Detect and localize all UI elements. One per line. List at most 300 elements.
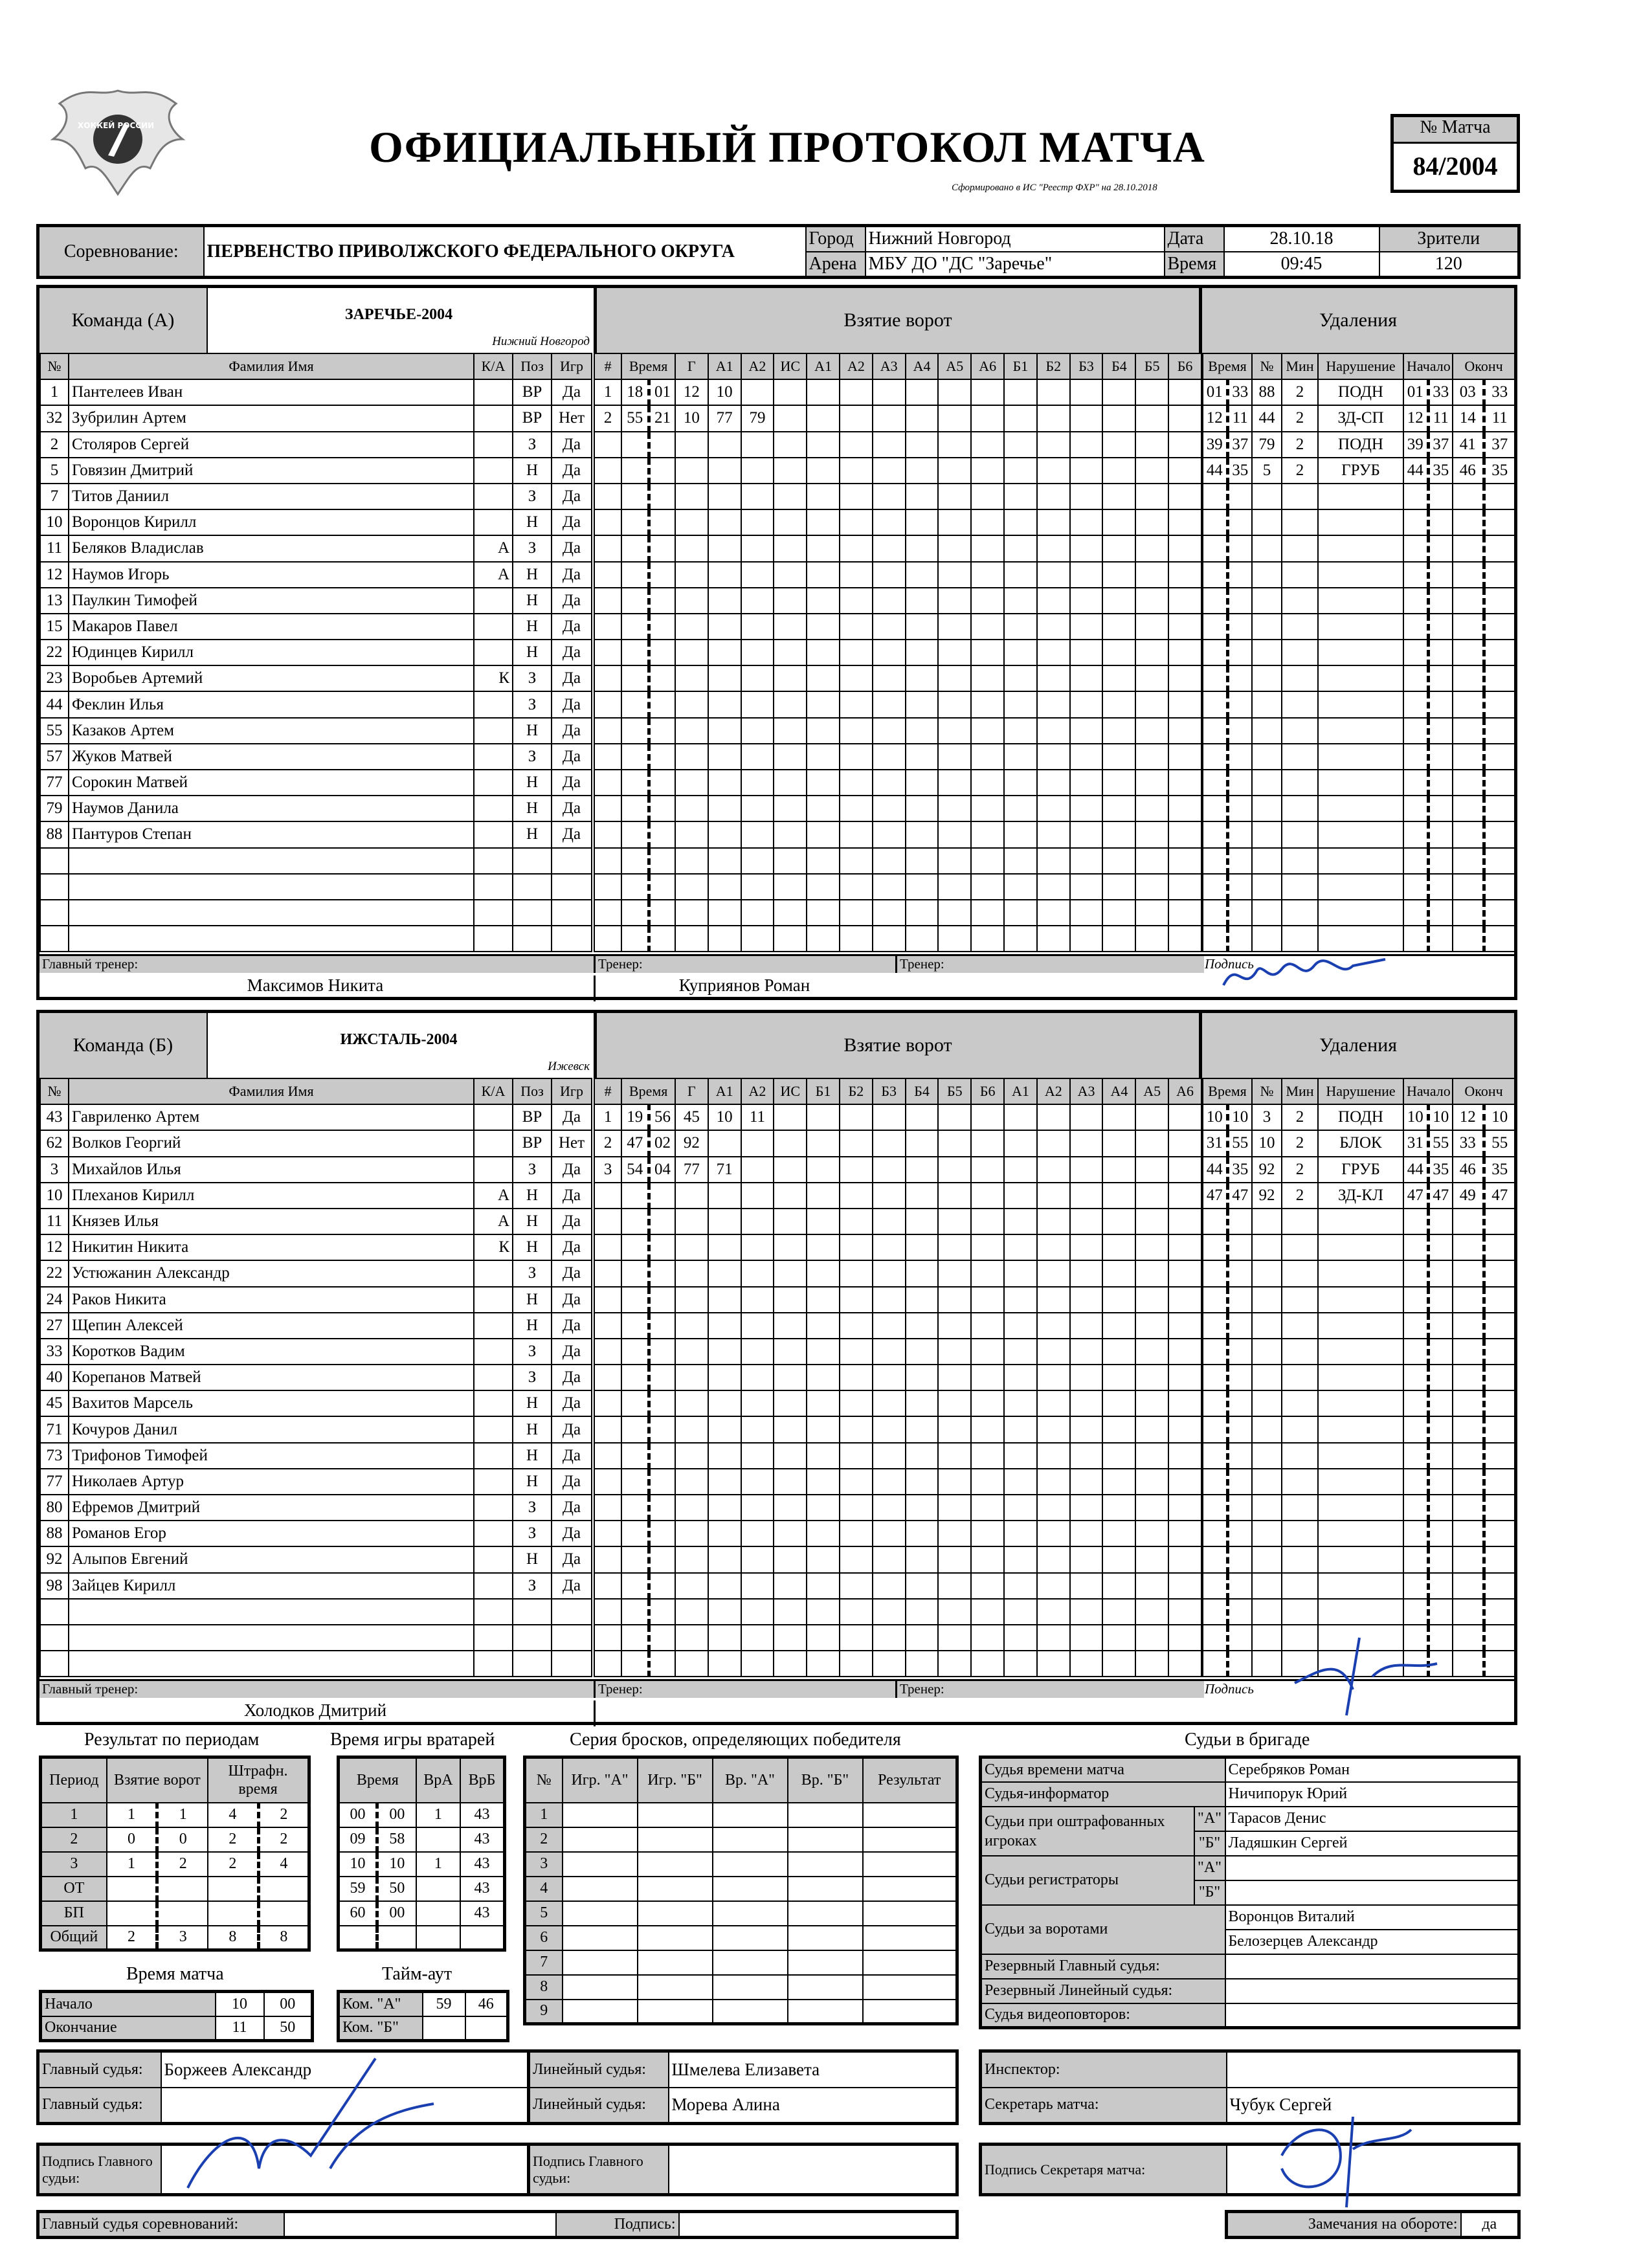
player-row <box>40 535 592 561</box>
player-ka <box>474 458 513 484</box>
goal-col: А4 <box>906 353 939 379</box>
shootout-number: 8 <box>525 1975 563 2000</box>
goal-number <box>594 1416 621 1442</box>
player-name: Никитин Никита <box>69 1234 474 1260</box>
pen-minutes <box>1282 1469 1318 1495</box>
page-title: ОФИЦИАЛЬНЫЙ ПРОТОКОЛ МАТЧА <box>369 122 1205 172</box>
player-ka <box>474 614 513 640</box>
goal-assist-2 <box>741 1495 774 1521</box>
period-goals-b: 1 <box>157 1803 208 1827</box>
goal-cell <box>938 665 971 691</box>
shootout-title: Серия бросков, определяющих победителя <box>570 1730 901 1750</box>
player-ka <box>474 770 513 796</box>
col-name: Фамилия Имя <box>69 1078 474 1104</box>
pen-player-no <box>1252 1234 1282 1260</box>
goal-min <box>621 744 649 770</box>
goalie-sec: 10 <box>377 1852 416 1877</box>
goal-row <box>594 1209 1201 1234</box>
pen-start-sec <box>1428 1521 1453 1546</box>
player-ka <box>474 718 513 744</box>
pen-start-min <box>1403 640 1428 665</box>
timekeeper-name: Серебряков Роман <box>1225 1757 1519 1782</box>
goal-sec <box>649 1209 675 1234</box>
goal-cell <box>1135 770 1168 796</box>
player-name: Ефремов Дмитрий <box>69 1495 474 1521</box>
goal-cell <box>1168 1390 1201 1416</box>
pen-time-sec <box>1227 1234 1252 1260</box>
goal-cell <box>971 1390 1004 1416</box>
goal-cell <box>1070 588 1103 614</box>
goal-cell <box>873 665 906 691</box>
goal-cell <box>1102 1339 1135 1365</box>
pen-minutes <box>1282 796 1318 821</box>
player-position: З <box>513 1521 552 1546</box>
pen-time-sec <box>1227 744 1252 770</box>
goal-cell <box>1135 588 1168 614</box>
goal-assist-2 <box>741 640 774 665</box>
goal-row <box>594 691 1201 717</box>
goal-cell <box>971 1339 1004 1365</box>
pen-violation <box>1318 744 1403 770</box>
goal-cell <box>1135 535 1168 561</box>
goal-row <box>594 1234 1201 1260</box>
goalie-row <box>339 1852 505 1877</box>
goal-cell <box>774 1573 807 1599</box>
goal-cell <box>840 1260 873 1286</box>
goal-cell <box>971 1599 1004 1625</box>
goal-cell <box>1135 1599 1168 1625</box>
goal-cell <box>1070 614 1103 640</box>
player-row <box>40 458 592 484</box>
pen-end-min: 49 <box>1453 1183 1484 1209</box>
reg-a-name <box>1225 1856 1519 1880</box>
goal-assist-2 <box>741 770 774 796</box>
goal-cell <box>1102 614 1135 640</box>
pen-minutes <box>1282 718 1318 744</box>
player-position: Н <box>513 458 552 484</box>
goal-scorer <box>675 926 708 952</box>
goal-cell <box>1037 484 1070 509</box>
pen-player-no <box>1252 1287 1282 1313</box>
goal-assist-2: 79 <box>741 405 774 431</box>
shootout-cell <box>563 1852 638 1877</box>
goal-cell <box>906 1521 939 1546</box>
goal-row <box>594 1416 1201 1442</box>
goal-min <box>621 1209 649 1234</box>
goal-cell <box>774 1443 807 1469</box>
player-ka <box>474 1521 513 1546</box>
pen-end-sec <box>1484 926 1515 952</box>
pen-start-min <box>1403 796 1428 821</box>
goal-cell <box>1004 1339 1037 1365</box>
goal-min: 54 <box>621 1157 649 1183</box>
player-position: З <box>513 1157 552 1183</box>
pen-minutes <box>1282 484 1318 509</box>
goal-cell <box>1168 796 1201 821</box>
goal-cell <box>1102 379 1135 405</box>
player-row <box>40 1443 592 1469</box>
pen-end-min <box>1453 1339 1484 1365</box>
goal-cell <box>1168 1495 1201 1521</box>
pen-time-sec <box>1227 1443 1252 1469</box>
pen-time-sec <box>1227 900 1252 926</box>
goal-row <box>594 1365 1201 1390</box>
period-row <box>41 1852 309 1877</box>
goal-cell <box>1004 1287 1037 1313</box>
player-position: Н <box>513 588 552 614</box>
pen-start-min <box>1403 1339 1428 1365</box>
goal-scorer <box>675 1209 708 1234</box>
shootout-cell <box>563 1926 638 1950</box>
pen-start-min <box>1403 1416 1428 1442</box>
goal-row <box>594 1495 1201 1521</box>
reserve-line-name <box>1225 1979 1519 2003</box>
player-number: 11 <box>40 535 69 561</box>
goal-scorer <box>675 900 708 926</box>
goal-number: 1 <box>594 1104 621 1130</box>
goal-cell <box>906 509 939 535</box>
pen-player-no <box>1252 614 1282 640</box>
goal-cell <box>1168 1573 1201 1599</box>
goal-cell <box>807 874 840 900</box>
goal-cell <box>1070 848 1103 874</box>
goal-scorer <box>675 1234 708 1260</box>
player-row <box>40 614 592 640</box>
goal-cell <box>1037 1234 1070 1260</box>
goal-assist-1 <box>708 1469 741 1495</box>
pen-time-sec <box>1227 1651 1252 1677</box>
player-played: Да <box>552 1365 592 1390</box>
player-number <box>40 1599 69 1625</box>
goal-cell <box>840 614 873 640</box>
goal-row <box>594 1651 1201 1677</box>
goal-cell <box>1037 432 1070 458</box>
goal-cell <box>1004 1365 1037 1390</box>
period-goals-a: 1 <box>107 1852 157 1877</box>
player-played: Да <box>552 1416 592 1442</box>
goal-assist-2 <box>741 458 774 484</box>
goal-assist-2 <box>741 1234 774 1260</box>
goal-assist-2 <box>741 1546 774 1572</box>
goal-col: Б5 <box>1135 353 1168 379</box>
player-played: Да <box>552 1183 592 1209</box>
pen-start-min: 44 <box>1403 458 1428 484</box>
goal-cell <box>840 1625 873 1651</box>
goal-cell <box>1102 1287 1135 1313</box>
goal-cell <box>840 1651 873 1677</box>
pen-minutes: 2 <box>1282 432 1318 458</box>
goal-cell <box>840 821 873 847</box>
pen-minutes <box>1282 509 1318 535</box>
pen-time-sec <box>1227 1573 1252 1599</box>
goal-cell <box>1168 405 1201 431</box>
competition-name: ПЕРВЕНСТВО ПРИВОЛЖСКОГО ФЕДЕРАЛЬНОГО ОКРУГА <box>204 226 806 278</box>
player-row <box>40 588 592 614</box>
player-played: Да <box>552 1234 592 1260</box>
pen-start-min: 39 <box>1403 432 1428 458</box>
pen-start-sec <box>1428 1260 1453 1286</box>
goal-col: # <box>594 1078 621 1104</box>
goal-cell <box>971 1365 1004 1390</box>
player-number <box>40 1625 69 1651</box>
player-ka <box>474 796 513 821</box>
player-number <box>40 848 69 874</box>
goal-assist-1 <box>708 1183 741 1209</box>
goal-number: 1 <box>594 379 621 405</box>
head-coach-name: Холодков Дмитрий <box>243 1700 387 1720</box>
goal-scorer <box>675 1625 708 1651</box>
pen-time-min <box>1203 614 1227 640</box>
goal-cell <box>873 848 906 874</box>
goal-cell <box>938 1521 971 1546</box>
player-number: 22 <box>40 1260 69 1286</box>
goal-cell <box>1135 796 1168 821</box>
player-number: 33 <box>40 1339 69 1365</box>
pen-end-min <box>1453 1365 1484 1390</box>
goal-col: Б6 <box>971 1078 1004 1104</box>
goal-cell <box>906 1183 939 1209</box>
shootout-table <box>523 1756 959 2025</box>
goal-cell <box>774 1651 807 1677</box>
goal-cell <box>1102 1521 1135 1546</box>
goal-min <box>621 900 649 926</box>
goal-col: А3 <box>873 353 906 379</box>
player-name: Сорокин Матвей <box>69 770 474 796</box>
shootout-cell <box>863 2000 957 2024</box>
coach-label-2: Тренер: <box>895 1681 1204 1698</box>
pen-start-sec <box>1428 1599 1453 1625</box>
goal-cell <box>1102 1260 1135 1286</box>
goal-assist-2 <box>741 718 774 744</box>
col-ka: К/А <box>474 353 513 379</box>
pen-start-min <box>1403 1546 1428 1572</box>
goal-cell <box>1135 1521 1168 1546</box>
goalie-b: 43 <box>460 1901 504 1926</box>
goal-sec <box>649 1234 675 1260</box>
pen-start-min <box>1403 1599 1428 1625</box>
shootout-cell <box>788 1926 863 1950</box>
goal-cell <box>1102 1313 1135 1339</box>
goal-cell <box>1102 1573 1135 1599</box>
goal-cell <box>971 1209 1004 1234</box>
penbox-b-name: Ладяшкин Сергей <box>1225 1831 1519 1856</box>
match-end-h: 11 <box>216 2016 264 2041</box>
player-number: 13 <box>40 588 69 614</box>
goal-cell <box>971 665 1004 691</box>
goal-number <box>594 796 621 821</box>
goal-cell <box>1135 640 1168 665</box>
goal-cell <box>840 1104 873 1130</box>
player-position: Н <box>513 796 552 821</box>
goalie-a <box>416 1926 460 1950</box>
player-number: 5 <box>40 458 69 484</box>
goal-assist-1: 10 <box>708 379 741 405</box>
goal-cell <box>1135 1104 1168 1130</box>
goal-cell <box>971 484 1004 509</box>
goal-sec: 56 <box>649 1104 675 1130</box>
goalie-min: 60 <box>339 1901 377 1926</box>
goal-min: 18 <box>621 379 649 405</box>
goal-cell <box>971 1546 1004 1572</box>
goal-cell <box>840 432 873 458</box>
goal-cell <box>1037 1443 1070 1469</box>
goal-cell <box>774 691 807 717</box>
pen-time-sec <box>1227 770 1252 796</box>
line-ref-name-2: Морева Алина <box>669 2088 957 2124</box>
col-ka: К/А <box>474 1078 513 1104</box>
goal-cell <box>774 874 807 900</box>
goal-cell <box>971 1104 1004 1130</box>
pen-start-sec <box>1428 796 1453 821</box>
periods-title: Результат по периодам <box>84 1730 260 1750</box>
goal-cell <box>873 1443 906 1469</box>
timeout-b-ss <box>465 2016 508 2041</box>
player-number <box>40 926 69 952</box>
pen-start-min <box>1403 1469 1428 1495</box>
pen-end-sec <box>1484 770 1515 796</box>
goal-cell <box>1168 1651 1201 1677</box>
goal-cell <box>1004 744 1037 770</box>
goal-cell <box>1037 509 1070 535</box>
line-ref-label-1: Линейный судья: <box>529 2051 669 2088</box>
goal-cell <box>840 926 873 952</box>
goal-cell <box>1037 562 1070 588</box>
goal-cell <box>971 1130 1004 1156</box>
pen-time-min <box>1203 484 1227 509</box>
goal-cell <box>971 562 1004 588</box>
goal-cell <box>1168 1157 1201 1183</box>
player-name: Пантелеев Иван <box>69 379 474 405</box>
match-end-m: 50 <box>264 2016 313 2041</box>
goal-sec <box>649 691 675 717</box>
goal-assist-2 <box>741 379 774 405</box>
goal-cell <box>840 484 873 509</box>
pen-time-min <box>1203 509 1227 535</box>
player-ka <box>474 691 513 717</box>
pen-player-no <box>1252 1313 1282 1339</box>
pen-time-sec <box>1227 1469 1252 1495</box>
player-name: Кочуров Данил <box>69 1416 474 1442</box>
goal-number <box>594 848 621 874</box>
timeout-a-label: Ком. "А" <box>339 1992 423 2016</box>
player-name: Трифонов Тимофей <box>69 1443 474 1469</box>
goal-cell <box>1102 1546 1135 1572</box>
pen-time-min <box>1203 1546 1227 1572</box>
generated-note: Сформировано в ИС "Реестр ФХР" на 28.10.2018 <box>952 183 1157 193</box>
player-ka <box>474 1104 513 1130</box>
goal-cell <box>1037 900 1070 926</box>
penalty-row <box>1203 1469 1515 1495</box>
goal-sec <box>649 535 675 561</box>
shootout-cell <box>863 1877 957 1901</box>
goal-scorer <box>675 1521 708 1546</box>
goal-cell <box>938 1209 971 1234</box>
shootout-cell <box>563 1901 638 1926</box>
player-ka <box>474 484 513 509</box>
period-pen-b <box>258 1877 309 1901</box>
pen-time-min <box>1203 1287 1227 1313</box>
pen-end-min <box>1453 1443 1484 1469</box>
col-play: Игр <box>552 1078 592 1104</box>
goal-cell <box>971 1521 1004 1546</box>
period-row <box>41 1926 309 1950</box>
goal-cell <box>1168 691 1201 717</box>
pen-time-sec <box>1227 874 1252 900</box>
player-name: Волков Георгий <box>69 1130 474 1156</box>
goal-cell <box>1070 1443 1103 1469</box>
player-ka <box>474 1651 513 1677</box>
goal-cell <box>807 1495 840 1521</box>
goal-cell <box>807 1546 840 1572</box>
player-name <box>69 874 474 900</box>
player-row <box>40 1313 592 1339</box>
goal-min <box>621 796 649 821</box>
goal-cell <box>840 718 873 744</box>
sig-main-label-2: Подпись Главного судьи: <box>529 2145 669 2195</box>
goal-cell <box>1037 718 1070 744</box>
inspector-label: Инспектор: <box>981 2051 1227 2088</box>
goal-cell <box>774 1339 807 1365</box>
pen-end-min <box>1453 535 1484 561</box>
pen-violation <box>1318 1521 1403 1546</box>
pen-end-min: 03 <box>1453 379 1484 405</box>
main-ref-name-1: Боржеев Александр <box>161 2051 531 2088</box>
goal-cell <box>1135 484 1168 509</box>
goal-min: 47 <box>621 1130 649 1156</box>
pen-player-no <box>1252 900 1282 926</box>
goal-cell <box>938 691 971 717</box>
goal-assist-1 <box>708 1416 741 1442</box>
pen-end-min <box>1453 1546 1484 1572</box>
goal-cell <box>873 1416 906 1442</box>
goal-row <box>594 1469 1201 1495</box>
goal-assist-2 <box>741 1287 774 1313</box>
goal-cell <box>1037 1573 1070 1599</box>
goal-cell <box>1037 796 1070 821</box>
player-ka <box>474 1469 513 1495</box>
period-goals-a: 2 <box>107 1926 157 1950</box>
player-number: 27 <box>40 1313 69 1339</box>
goal-cell <box>774 562 807 588</box>
shootout-cell <box>713 1827 788 1852</box>
goal-sec <box>649 796 675 821</box>
goal-row <box>594 1521 1201 1546</box>
pen-time-min: 44 <box>1203 1157 1227 1183</box>
pen-minutes <box>1282 1339 1318 1365</box>
goal-cell <box>807 1651 840 1677</box>
goal-number <box>594 1651 621 1677</box>
goal-col: А2 <box>1037 1078 1070 1104</box>
player-ka: А <box>474 562 513 588</box>
pen-time-sec <box>1227 1625 1252 1651</box>
penalty-row <box>1203 1130 1515 1156</box>
pen-end-min <box>1453 926 1484 952</box>
goal-min <box>621 640 649 665</box>
goal-row <box>594 1573 1201 1599</box>
pen-time-min <box>1203 1495 1227 1521</box>
goal-cell <box>1168 640 1201 665</box>
pen-time-sec <box>1227 562 1252 588</box>
player-name: Казаков Артем <box>69 718 474 744</box>
pen-violation <box>1318 1234 1403 1260</box>
goal-cell <box>938 1234 971 1260</box>
shootout-col: Игр. "Б" <box>638 1757 713 1803</box>
goal-cell <box>774 1234 807 1260</box>
goal-cell <box>840 1183 873 1209</box>
goal-number: 3 <box>594 1157 621 1183</box>
pen-end-min <box>1453 744 1484 770</box>
goal-row <box>594 665 1201 691</box>
